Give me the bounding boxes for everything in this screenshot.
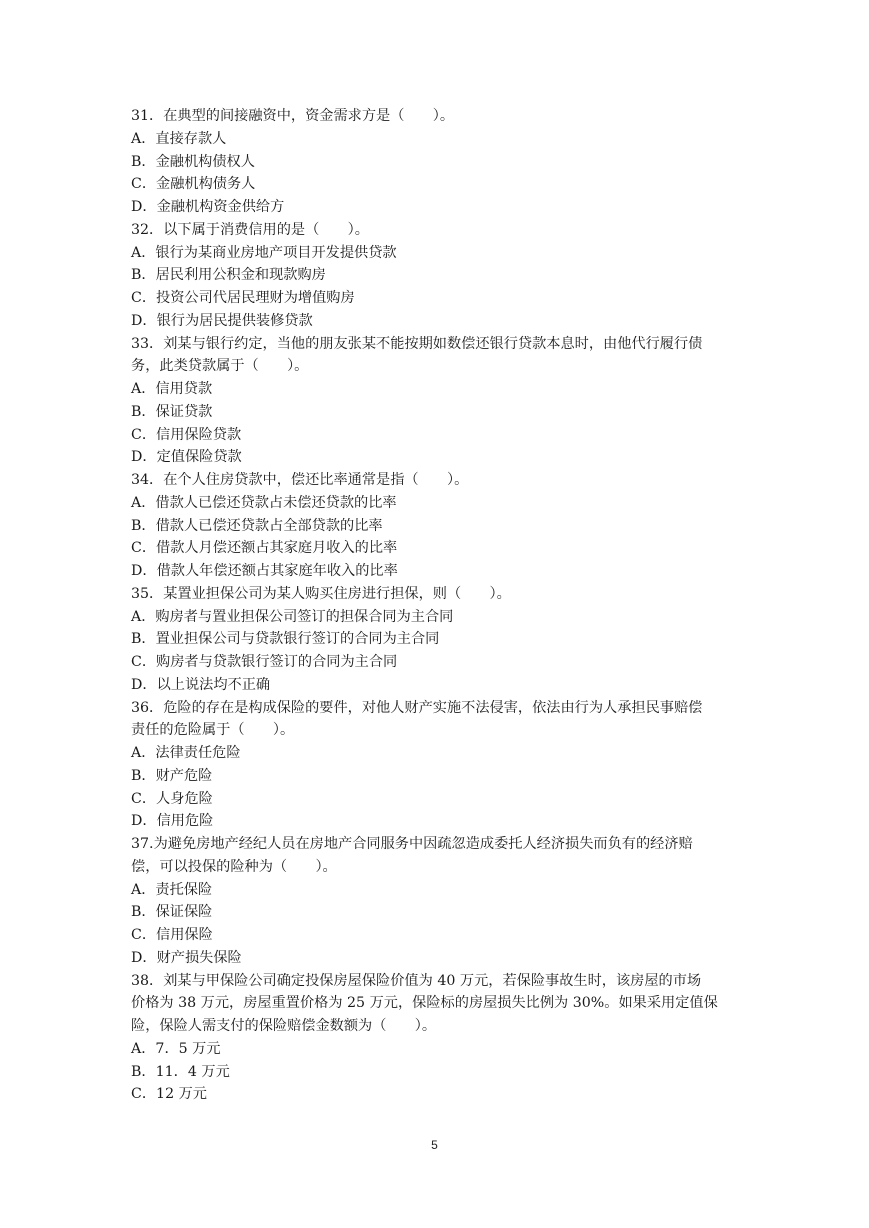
option-d: D．金融机构资金供给方 — [131, 199, 285, 215]
question-stem: 38．刘某与甲保险公司确定投保房屋保险价值为 40 万元，若保险事故生时，该房屋的市场 — [131, 972, 702, 989]
question-stem: 31．在典型的间接融资中，资金需求方是（ ）。 — [131, 108, 455, 124]
option-b: B．11．4 万元 — [131, 1063, 230, 1080]
option-a: A．借款人已偿还贷款占未偿还贷款的比率 — [131, 494, 397, 511]
question-32 — [131, 219, 741, 333]
option-c: C．投资公司代居民理财为增值购房 — [131, 290, 355, 306]
option-c: C．12 万元 — [131, 1086, 207, 1103]
option-c: C．信用保险 — [131, 927, 213, 943]
question-stem-continued: 价格为 38 万元，房屋重置价格为 25 万元，保险标的房屋损失比例为 30%。如果采用定值保 — [131, 995, 718, 1012]
option-b: B．保证保险 — [131, 904, 213, 921]
option-a: A．责托保险 — [131, 881, 213, 898]
option-a: A．购房者与置业担保公司签订的担保合同为主合同 — [131, 608, 454, 625]
option-d: D．以上说法均不正确 — [131, 676, 271, 693]
option-b: B．金融机构债权人 — [131, 153, 255, 170]
option-a: A．银行为某商业房地产项目开发提供贷款 — [131, 244, 397, 261]
option-c: C．金融机构债务人 — [131, 176, 256, 193]
question-stem: 35．某置业担保公司为某人购买住房进行担保，则（ ）。 — [131, 585, 511, 602]
question-stem-continued: 偿，可以投保的险种为（ ）。 — [131, 858, 337, 875]
question-37 — [131, 833, 741, 970]
page-number: 5 — [431, 1138, 438, 1152]
question-stem: 37.为避免房地产经纪人员在房地产合同服务中因疏忽造成委托人经济损失而负有的经济赔 — [131, 836, 693, 852]
question-stem-continued: 险，保险人需支付的保险赔偿金数额为（ ）。 — [131, 1018, 437, 1034]
question-38 — [131, 970, 741, 1107]
option-b: B．保证贷款 — [131, 403, 213, 420]
option-c: C．信用保险贷款 — [131, 426, 242, 443]
question-stem: 33．刘某与银行约定，当他的朋友张某不能按期如数偿还银行贷款本息时，由他代行履行债 — [131, 335, 703, 352]
option-b: B．财产危险 — [131, 767, 213, 784]
question-36 — [131, 697, 741, 834]
option-a: A．7．5 万元 — [131, 1040, 221, 1057]
question-stem: 36．危险的存在是构成保险的要件，对他人财产实施不法侵害，依法由行为人承担民事赔偿 — [131, 699, 703, 716]
option-c: C．购房者与贷款银行签订的合同为主合同 — [131, 654, 398, 670]
question-stem: 32．以下属于消费信用的是（ ）。 — [131, 221, 369, 238]
option-a: A．直接存款人 — [131, 130, 227, 147]
question-list — [131, 105, 741, 1106]
option-b: B．借款人已偿还贷款占全部贷款的比率 — [131, 517, 383, 534]
option-d: D．银行为居民提供装修贷款 — [131, 312, 313, 329]
option-c: C．人身危险 — [131, 790, 213, 807]
question-31 — [131, 105, 741, 219]
question-stem-continued: 责任的危险属于（ ）。 — [131, 722, 295, 739]
question-35 — [131, 583, 741, 697]
option-d: D．财产损失保险 — [131, 949, 242, 966]
option-a: A．信用贷款 — [131, 381, 213, 397]
option-d: D．信用危险 — [131, 813, 214, 830]
option-d: D．借款人年偿还额占其家庭年收入的比率 — [131, 563, 398, 579]
option-d: D．定值保险贷款 — [131, 449, 242, 466]
option-a: A．法律责任危险 — [131, 745, 241, 761]
option-c: C．借款人月偿还额占其家庭月收入的比率 — [131, 540, 398, 557]
question-stem-continued: 务，此类贷款属于（ ）。 — [131, 358, 309, 375]
question-33 — [131, 333, 741, 470]
option-b: B．置业担保公司与贷款银行签订的合同为主合同 — [131, 631, 440, 648]
question-34 — [131, 469, 741, 583]
question-stem: 34．在个人住房贷款中，偿还比率通常是指（ ）。 — [131, 472, 469, 488]
option-b: B．居民利用公积金和现款购房 — [131, 267, 326, 284]
